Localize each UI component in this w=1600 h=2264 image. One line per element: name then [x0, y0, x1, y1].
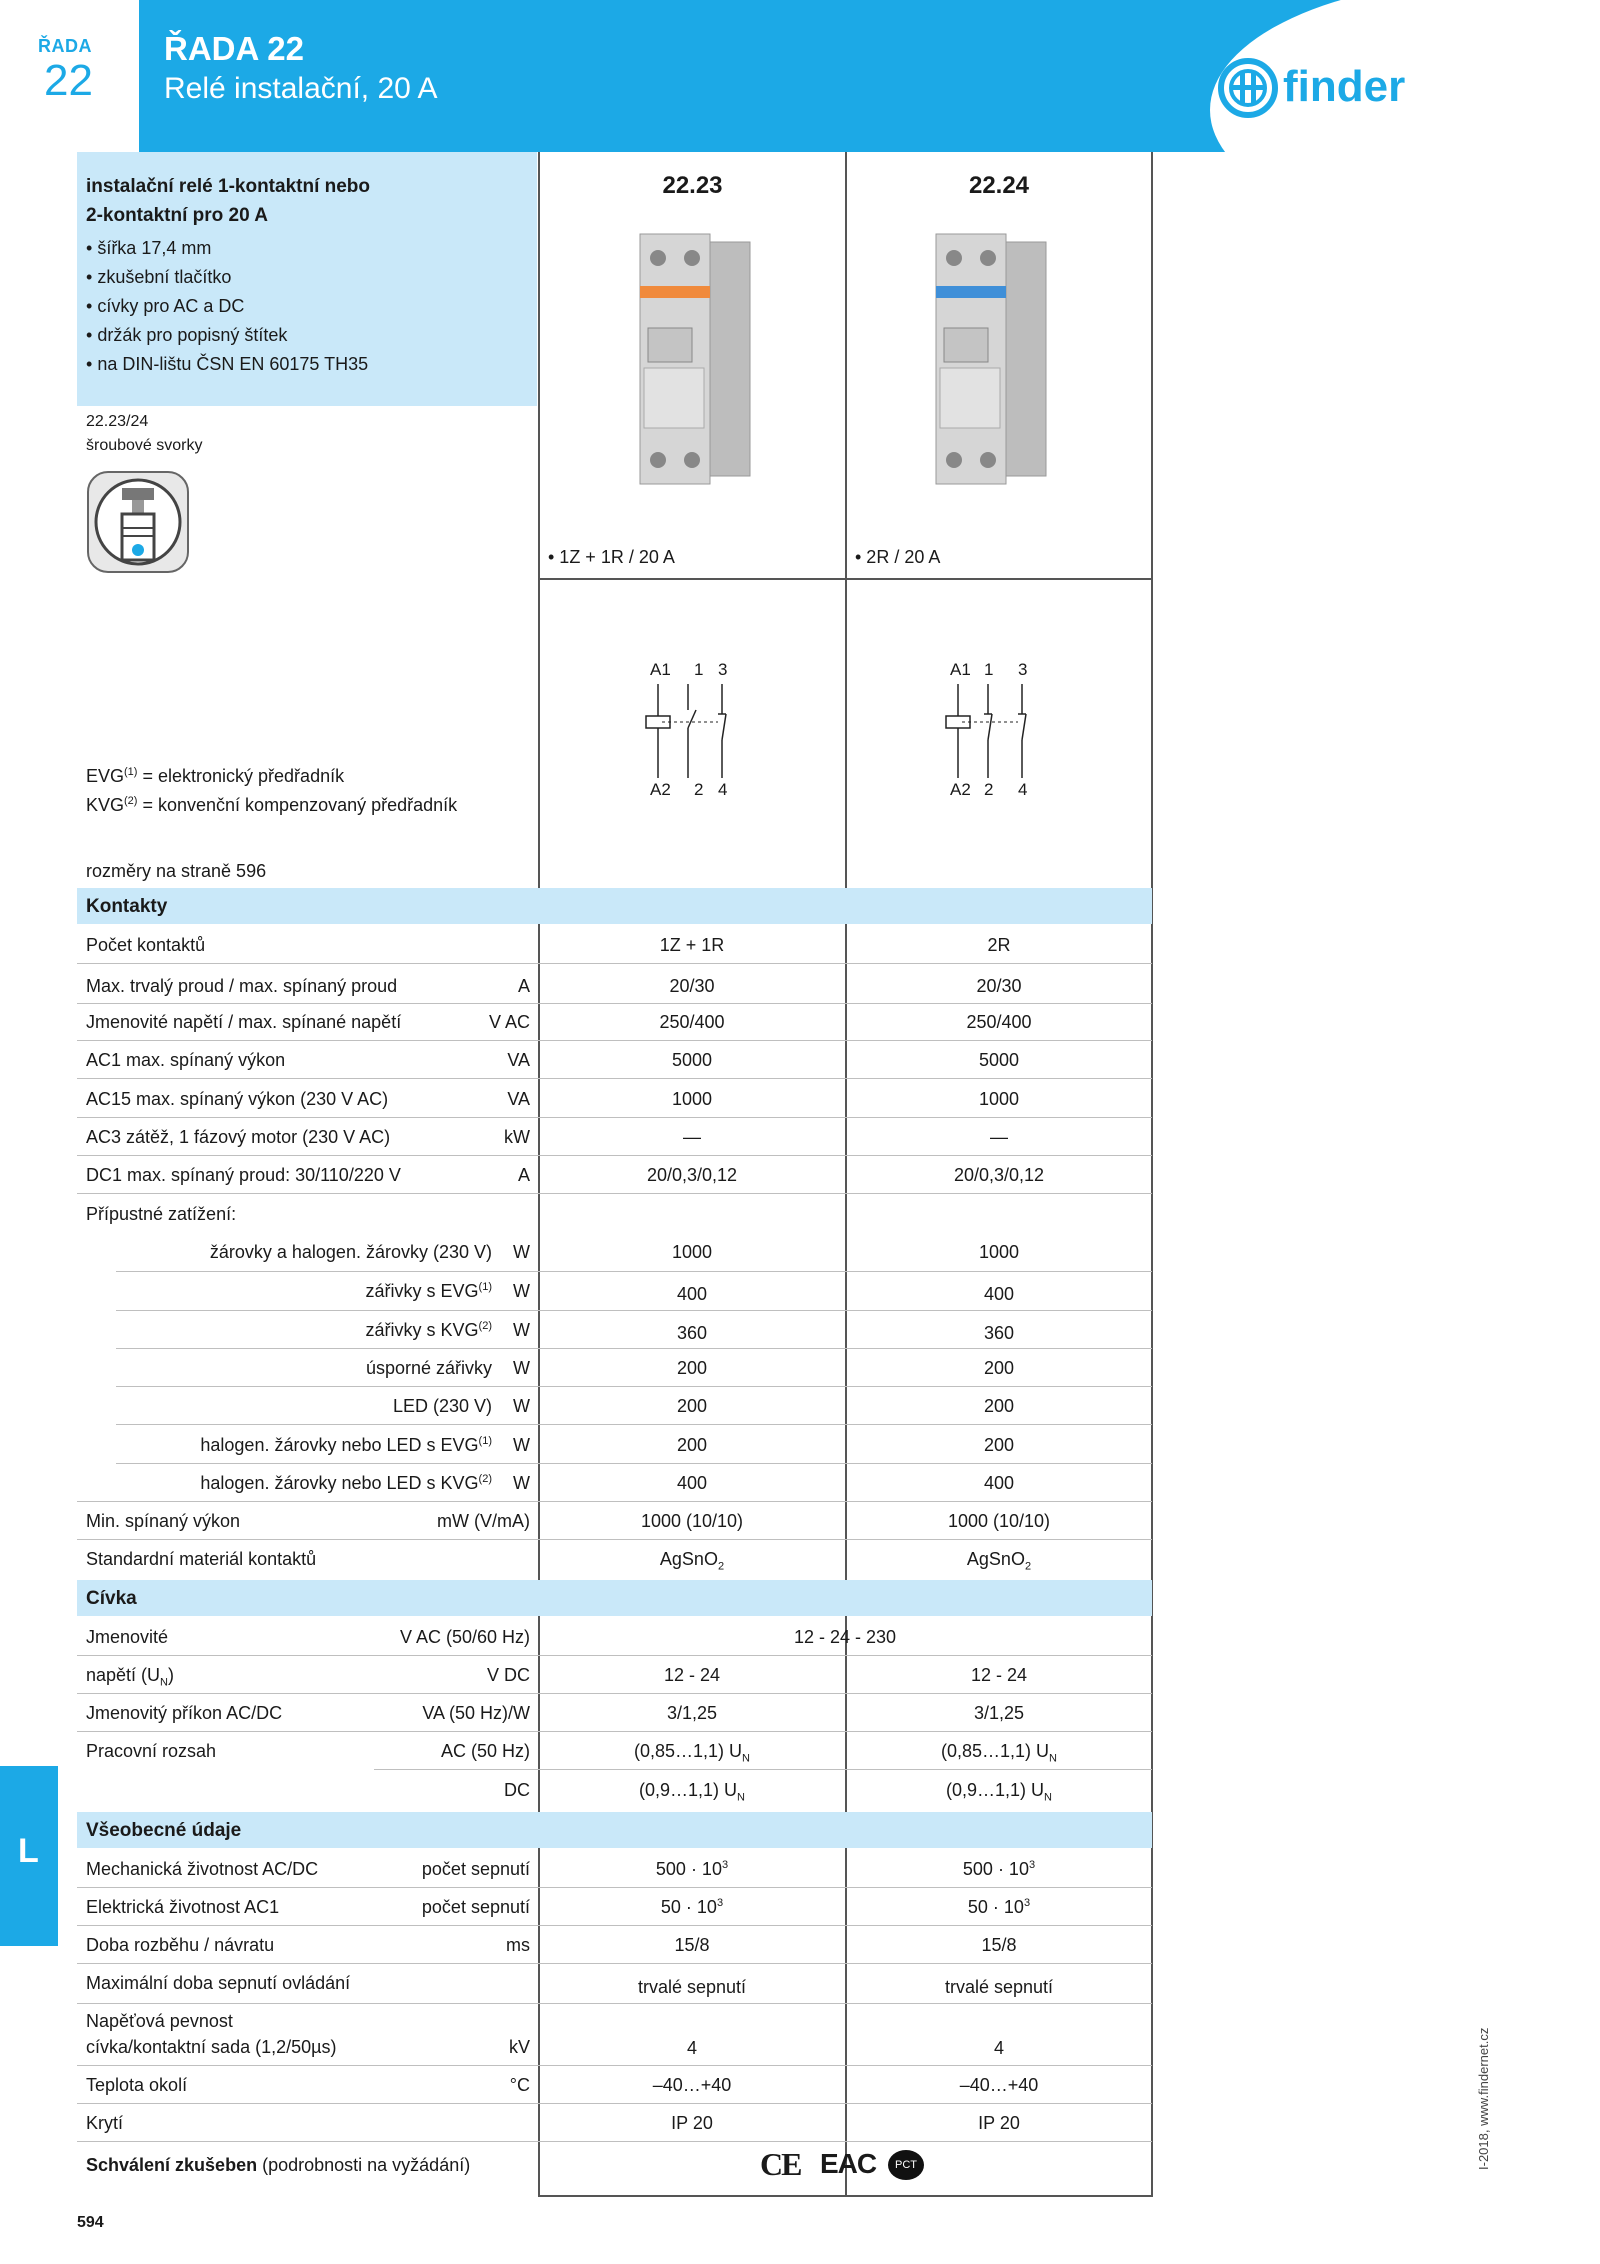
- value-22-24: 400: [983, 1284, 1015, 1304]
- row-unit: W: [513, 1320, 530, 1340]
- intro-title: instalační relé 1-kontaktní nebo 2-kontaktní pro 20 A: [86, 176, 371, 226]
- row-unit: V DC: [486, 1665, 530, 1685]
- value-22-24: IP 20: [978, 2113, 1020, 2133]
- value-22-23: (0,9…1,1) $U_N$: [639, 1780, 745, 1804]
- value-22-23: (0,85…1,1) $U_N$: [634, 1741, 750, 1765]
- row-label: Doba rozběhu / návratu: [86, 1935, 275, 1955]
- value-22-23: 3/1,25: [666, 1703, 718, 1723]
- row-divider: [77, 963, 1152, 964]
- value-22-23: 1Z + 1R: [659, 935, 725, 955]
- value-22-23: 1000 (10/10): [640, 1511, 744, 1531]
- row-divider: [116, 1310, 1152, 1311]
- value-22-23: 4: [686, 2038, 697, 2058]
- terminal-label: 4: [718, 780, 728, 799]
- value-22-24: 200: [983, 1358, 1015, 1378]
- value-22-24: 1000: [978, 1242, 1020, 1262]
- row-unit: VA (50 Hz)/W: [422, 1703, 530, 1723]
- section-contacts: [77, 888, 1152, 924]
- value-22-24: 1000 (10/10): [947, 1511, 1051, 1531]
- page-title: ŘADA 22: [164, 30, 304, 67]
- finder-logo: [1218, 58, 1458, 128]
- page-number: 594: [77, 2214, 104, 2231]
- value-22-23: —: [683, 1127, 701, 1147]
- value-22-23: 15/8: [674, 1935, 710, 1955]
- row-label: Pracovní rozsah: [86, 1741, 217, 1761]
- row-label: halogen. žárovky nebo LED s EVG$^{(1)}$: [200, 1435, 492, 1455]
- intro-bullet: • cívky pro AC a DC: [86, 296, 245, 316]
- value-22-23: 200: [676, 1358, 708, 1378]
- terminal-label: 2: [694, 780, 704, 799]
- intro-bullet: • na DIN-lištu ČSN EN 60175 TH35: [86, 354, 369, 374]
- ce-mark-icon: CE: [760, 2146, 801, 2182]
- contacts-note-22-24: • 2R / 20 A: [855, 547, 941, 567]
- row-unit: W: [513, 1242, 530, 1262]
- row-divider: [77, 1117, 1152, 1118]
- row-divider: [77, 1963, 1152, 1964]
- value-22-23: $500 \cdot 10^3$: [655, 1859, 729, 1879]
- row-label: AC15 max. spínaný výkon (230 V AC): [86, 1089, 389, 1109]
- value-22-23: IP 20: [671, 2113, 713, 2133]
- row-unit: ms: [506, 1935, 530, 1955]
- row-label: Min. spínaný výkon: [86, 1511, 241, 1531]
- row-label: úsporné zářivky: [365, 1358, 492, 1378]
- row-divider: [77, 1501, 1152, 1502]
- row-divider: [116, 1271, 1152, 1272]
- row-label: Jmenovité napětí / max. spínané napětí: [86, 1012, 402, 1032]
- value-22-24: (0,85…1,1) $U_N$: [941, 1741, 1057, 1765]
- footer-vertical-text: I-2018, www.findernet.cz: [1476, 2027, 1491, 2170]
- column-divider: [538, 152, 540, 2197]
- value-22-23: 1000: [671, 1089, 713, 1109]
- row-label: Elektrická životnost AC1: [86, 1897, 280, 1917]
- kvg-note: KVG$^{(2)}$ = konvenční kompenzovaný předřadník: [86, 795, 458, 815]
- terminal-label: A1: [950, 660, 971, 679]
- value-22-24: 360: [983, 1323, 1015, 1343]
- column-divider: [845, 152, 847, 2197]
- row-label: halogen. žárovky nebo LED s KVG$^{(2)}$: [200, 1473, 492, 1493]
- intro-bullet: • šířka 17,4 mm: [86, 238, 212, 258]
- row-divider: [77, 1887, 1152, 1888]
- value-22-23: 20/0,3/0,12: [646, 1165, 738, 1185]
- value-22-24: 4: [993, 2038, 1004, 2058]
- row-label: Teplota okolí: [86, 2075, 188, 2095]
- pct-mark-icon: PCT: [888, 2150, 924, 2180]
- row-divider: [116, 1386, 1152, 1387]
- value-22-23: 20/30: [669, 976, 715, 996]
- terminal-label: A1: [650, 660, 671, 679]
- row-label: napětí $(U_N)$: [86, 1665, 174, 1689]
- contacts-note-22-23: • 1Z + 1R / 20 A: [548, 547, 675, 567]
- row-label: žárovky a halogen. žárovky (230 V): [209, 1242, 492, 1262]
- row-divider: [77, 2065, 1152, 2066]
- terminal-label: A2: [950, 780, 971, 799]
- eac-mark-icon: EAC: [820, 2148, 877, 2179]
- screw-terminal-icon: [86, 470, 190, 579]
- terminal-type: šroubové svorky: [86, 437, 203, 454]
- row-unit: V AC: [488, 1012, 530, 1032]
- row-unit: DC: [504, 1780, 530, 1800]
- relay-22-23-image: [630, 228, 760, 495]
- row-unit: W: [513, 1435, 530, 1455]
- value-22-24: AgSnO$_2$: [966, 1549, 1032, 1573]
- value-22-24: 15/8: [981, 1935, 1017, 1955]
- value-22-24: –40…+40: [959, 2075, 1039, 2095]
- value-22-24: 2R: [987, 935, 1011, 955]
- row-label: Přípustné zatížení:: [86, 1204, 237, 1224]
- value-22-23: 250/400: [659, 1012, 725, 1032]
- terminal-label: 3: [718, 660, 728, 679]
- row-unit: počet sepnutí: [421, 1897, 530, 1917]
- row-unit: V AC (50/60 Hz): [399, 1627, 530, 1647]
- value-22-23: AgSnO$_2$: [659, 1549, 725, 1573]
- approvals-label: Schválení zkušeben (podrobnosti na vyžádání): [86, 2155, 471, 2175]
- row-unit: A: [517, 976, 530, 996]
- row-unit: mW (V/mA): [437, 1511, 530, 1531]
- row-unit: °C: [509, 2075, 530, 2095]
- row-label: Standardní materiál kontaktů: [86, 1549, 317, 1569]
- row-divider: [116, 1348, 1152, 1349]
- series-number: 22: [44, 56, 93, 105]
- table-bottom-border: [538, 2195, 1153, 2197]
- row-divider: [77, 2003, 1152, 2004]
- row-divider: [77, 1731, 1152, 1732]
- section-tab: L: [0, 1766, 58, 1946]
- value-22-24: 200: [983, 1396, 1015, 1416]
- row-divider: [77, 1003, 1152, 1004]
- intro-bullet: • držák pro popisný štítek: [86, 325, 288, 345]
- value-22-24: 200: [983, 1435, 1015, 1455]
- row-unit: počet sepnutí: [421, 1859, 530, 1879]
- row-unit: W: [513, 1473, 530, 1493]
- row-label: Max. trvalý proud / max. spínaný proud: [86, 976, 398, 996]
- value-22-24: 5000: [978, 1050, 1020, 1070]
- row-unit: W: [513, 1358, 530, 1378]
- value-22-24: 20/0,3/0,12: [953, 1165, 1045, 1185]
- model-22-23: 22.23: [662, 172, 723, 199]
- value-22-23: 200: [676, 1396, 708, 1416]
- row-divider: [77, 1539, 1152, 1540]
- row-label: AC3 zátěž, 1 fázový motor (230 V AC): [86, 1127, 391, 1147]
- evg-note: EVG$^{(1)}$ = elektronický předřadník: [86, 766, 345, 786]
- row-label: LED (230 V): [392, 1396, 492, 1416]
- row-label: Jmenovité: [86, 1627, 169, 1647]
- row-divider: [77, 2103, 1152, 2104]
- row-divider: [374, 1769, 1152, 1770]
- row-divider: [77, 1193, 1152, 1194]
- row-label: Mechanická životnost AC/DC: [86, 1859, 319, 1879]
- row-unit: kW: [504, 1127, 530, 1147]
- row-unit: AC (50 Hz): [440, 1741, 530, 1761]
- value-22-24: 1000: [978, 1089, 1020, 1109]
- row-label: Napěťová pevnost: [86, 2011, 233, 2031]
- wiring-diagram-22-23: [640, 660, 760, 805]
- terminal-label: 3: [1018, 660, 1028, 679]
- row-divider: [77, 2141, 1152, 2142]
- value-22-24: $500 \cdot 10^3$: [962, 1859, 1036, 1879]
- value-22-24: —: [990, 1127, 1008, 1147]
- row-divider: [116, 1424, 1152, 1425]
- logo-text: finder: [1283, 62, 1406, 111]
- model-22-24: 22.24: [968, 172, 1030, 199]
- model-ref: 22.23/24: [86, 413, 149, 430]
- row-label: Krytí: [86, 2113, 124, 2133]
- terminal-label: A2: [650, 780, 671, 799]
- section-general-title: Všeobecné údaje: [86, 1820, 242, 1841]
- column-divider: [1151, 152, 1153, 2197]
- value-22-23: –40…+40: [652, 2075, 732, 2095]
- value-22-23: 200: [676, 1435, 708, 1455]
- value-22-24: 20/30: [976, 976, 1022, 996]
- row-label: DC1 max. spínaný proud: 30/110/220 V: [86, 1165, 401, 1185]
- value-22-23: 360: [676, 1323, 708, 1343]
- value-22-24: $50 \cdot 10^3$: [967, 1897, 1031, 1917]
- product-section-divider: [538, 578, 1153, 580]
- row-unit: A: [517, 1165, 530, 1185]
- value-22-24: (0,9…1,1) $U_N$: [946, 1780, 1052, 1804]
- approval-marks: [760, 2146, 930, 2186]
- row-unit: W: [513, 1281, 530, 1301]
- value-22-23: 12 - 24: [663, 1665, 721, 1685]
- value-shared: 12 - 24 - 230: [793, 1627, 897, 1647]
- value-22-23: 400: [676, 1284, 708, 1304]
- row-unit: W: [513, 1396, 530, 1416]
- row-label: AC1 max. spínaný výkon: [86, 1050, 286, 1070]
- relay-22-24-image: [926, 228, 1056, 495]
- value-22-24: 400: [983, 1473, 1015, 1493]
- value-22-23: 1000: [671, 1242, 713, 1262]
- row-label: cívka/kontaktní sada (1,2/50µs): [86, 2037, 337, 2057]
- series-label: ŘADA: [38, 36, 92, 56]
- row-divider: [77, 1078, 1152, 1079]
- row-unit: VA: [507, 1089, 530, 1109]
- terminal-label: 1: [984, 660, 994, 679]
- row-divider: [77, 1655, 1152, 1656]
- row-divider: [77, 1925, 1152, 1926]
- terminal-label: 1: [694, 660, 704, 679]
- intro-bullet: • zkušební tlačítko: [86, 267, 232, 287]
- value-22-23: 400: [676, 1473, 708, 1493]
- row-divider: [77, 1040, 1152, 1041]
- row-unit: VA: [507, 1050, 530, 1070]
- row-label: Maximální doba sepnutí ovládání: [86, 1973, 351, 1993]
- value-22-24: 3/1,25: [973, 1703, 1025, 1723]
- value-22-24: 12 - 24: [970, 1665, 1028, 1685]
- page-subtitle: Relé instalační, 20 A: [164, 72, 438, 105]
- value-22-23: $50 \cdot 10^3$: [660, 1897, 724, 1917]
- value-22-24: trvalé sepnutí: [944, 1977, 1054, 1997]
- row-unit: kV: [508, 2037, 530, 2057]
- value-22-23: 5000: [671, 1050, 713, 1070]
- row-divider: [77, 1155, 1152, 1156]
- terminal-label: 4: [1018, 780, 1028, 799]
- section-contacts-title: Kontakty: [86, 896, 168, 917]
- section-coil-title: Cívka: [86, 1588, 137, 1609]
- row-divider: [116, 1463, 1152, 1464]
- section-coil: [77, 1580, 1152, 1616]
- row-divider: [77, 1693, 1152, 1694]
- wiring-diagram-22-24: [940, 660, 1060, 805]
- row-label: Počet kontaktů: [86, 935, 206, 955]
- row-label: zářivky s KVG$^{(2)}$: [365, 1320, 492, 1340]
- dimensions-reference: rozměry na straně 596: [86, 861, 267, 881]
- value-22-24: 250/400: [966, 1012, 1032, 1032]
- row-label: Jmenovitý příkon AC/DC: [86, 1703, 283, 1723]
- row-label: zářivky s EVG$^{(1)}$: [365, 1281, 492, 1301]
- value-22-23: trvalé sepnutí: [637, 1977, 747, 1997]
- terminal-label: 2: [984, 780, 994, 799]
